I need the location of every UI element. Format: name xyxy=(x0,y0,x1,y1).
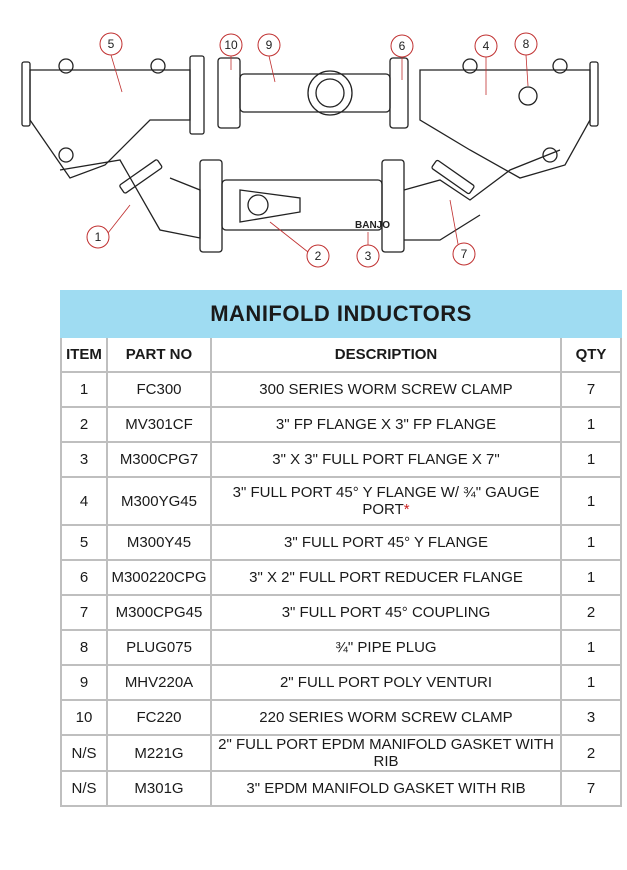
cell-item: N/S xyxy=(61,771,107,806)
callout-5: 5 xyxy=(107,37,115,51)
cell-description: 220 SERIES WORM SCREW CLAMP xyxy=(211,700,561,735)
cell-qty: 2 xyxy=(561,735,621,771)
cell-description: 300 SERIES WORM SCREW CLAMP xyxy=(211,372,561,407)
cell-qty: 1 xyxy=(561,630,621,665)
cell-description: 2" FULL PORT POLY VENTURI xyxy=(211,665,561,700)
manifold-diagram xyxy=(0,0,627,285)
cell-item: 2 xyxy=(61,407,107,442)
table-row xyxy=(61,525,621,560)
valve-handle xyxy=(240,190,300,222)
table-row xyxy=(61,442,621,477)
cell-qty: 1 xyxy=(561,407,621,442)
upper-left-flange-end xyxy=(22,62,30,126)
cell-part-no: M300220CPG xyxy=(107,560,211,595)
cell-part-no: M300YG45 xyxy=(107,477,211,525)
cell-item: 3 xyxy=(61,442,107,477)
cell-part-no: PLUG075 xyxy=(107,630,211,665)
cell-description: 3" FULL PORT 45° COUPLING xyxy=(211,595,561,630)
table-title: MANIFOLD INDUCTORS xyxy=(61,291,621,337)
cell-item: 6 xyxy=(61,560,107,595)
cell-qty: 7 xyxy=(561,372,621,407)
y-flange-4-body xyxy=(420,70,590,178)
reducer-flange-6 xyxy=(390,58,408,128)
cell-part-no: MHV220A xyxy=(107,665,211,700)
cell-description: 2" FULL PORT EPDM MANIFOLD GASKET WITH RIB xyxy=(211,735,561,771)
cell-description: 3" X 3" FULL PORT FLANGE X 7" xyxy=(211,442,561,477)
callout-6: 6 xyxy=(398,39,406,53)
callout-10: 10 xyxy=(224,38,238,52)
cell-qty: 1 xyxy=(561,442,621,477)
footnote-marker: * xyxy=(403,501,410,518)
cell-item: 8 xyxy=(61,630,107,665)
table-row xyxy=(61,700,621,735)
valve-handle-pivot xyxy=(248,195,268,215)
cell-description: 3" FULL PORT 45° Y FLANGE W/ ¾" GAUGE PORT* xyxy=(211,477,561,525)
cell-item: 7 xyxy=(61,595,107,630)
header-description: DESCRIPTION xyxy=(211,337,561,372)
cell-item: 5 xyxy=(61,525,107,560)
valve-flange-left xyxy=(200,160,222,252)
callout-7: 7 xyxy=(460,247,468,261)
clamp-1 xyxy=(119,159,162,194)
cell-part-no: M300Y45 xyxy=(107,525,211,560)
callout-8: 8 xyxy=(522,37,530,51)
table-row xyxy=(61,560,621,595)
header-qty: QTY xyxy=(561,337,621,372)
cell-part-no: M301G xyxy=(107,771,211,806)
table-row xyxy=(61,407,621,442)
table-row xyxy=(61,771,621,806)
left-elbow xyxy=(60,160,200,238)
table-row xyxy=(61,735,621,771)
table-row xyxy=(61,477,621,525)
cell-item: 9 xyxy=(61,665,107,700)
callout-9: 9 xyxy=(265,38,273,52)
venturi-body xyxy=(240,74,390,112)
left-flange-ring xyxy=(190,56,204,134)
cell-description: 3" X 2" FULL PORT REDUCER FLANGE xyxy=(211,560,561,595)
header-item: ITEM xyxy=(61,337,107,372)
plug-8 xyxy=(519,87,537,105)
cell-qty: 1 xyxy=(561,665,621,700)
cell-part-no: M221G xyxy=(107,735,211,771)
cell-qty: 1 xyxy=(561,525,621,560)
cell-description: ¾" PIPE PLUG xyxy=(211,630,561,665)
callout-3: 3 xyxy=(364,249,372,263)
cell-qty: 1 xyxy=(561,477,621,525)
table-body xyxy=(61,372,621,806)
cell-part-no: MV301CF xyxy=(107,407,211,442)
table-row xyxy=(61,372,621,407)
cell-item: N/S xyxy=(61,735,107,771)
clamp-10 xyxy=(218,58,240,128)
cell-part-no: M300CPG45 xyxy=(107,595,211,630)
cell-qty: 7 xyxy=(561,771,621,806)
cell-qty: 2 xyxy=(561,595,621,630)
table-row xyxy=(61,630,621,665)
venturi-port xyxy=(308,71,352,115)
parts-table xyxy=(60,290,622,807)
cell-description: 3" EPDM MANIFOLD GASKET WITH RIB xyxy=(211,771,561,806)
upper-right-flange-end xyxy=(590,62,598,126)
cell-description: 3" FP FLANGE X 3" FP FLANGE xyxy=(211,407,561,442)
right-elbow xyxy=(404,150,560,240)
cell-part-no: FC300 xyxy=(107,372,211,407)
table-row xyxy=(61,665,621,700)
cell-part-no: M300CPG7 xyxy=(107,442,211,477)
header-part-no: PART NO xyxy=(107,337,211,372)
callout-2: 2 xyxy=(314,249,322,263)
table-row xyxy=(61,595,621,630)
cell-part-no: FC220 xyxy=(107,700,211,735)
cell-qty: 3 xyxy=(561,700,621,735)
callout-1: 1 xyxy=(94,230,102,244)
callout-4: 4 xyxy=(482,39,490,53)
valve-flange-right xyxy=(382,160,404,252)
cell-item: 4 xyxy=(61,477,107,525)
cell-qty: 1 xyxy=(561,560,621,595)
cell-item: 1 xyxy=(61,372,107,407)
cell-description: 3" FULL PORT 45° Y FLANGE xyxy=(211,525,561,560)
brand-mark: BANJO xyxy=(355,220,391,231)
cell-item: 10 xyxy=(61,700,107,735)
